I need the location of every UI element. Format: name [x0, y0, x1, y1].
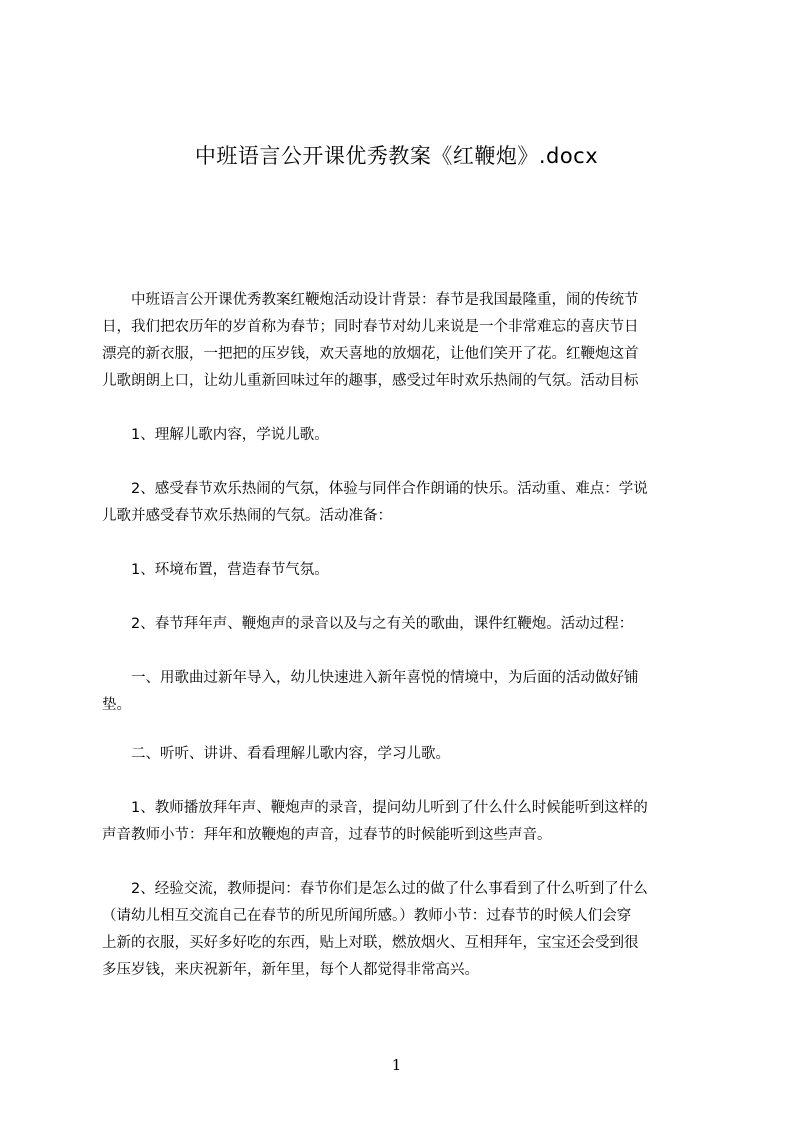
document-title: 中班语言公开课优秀教案《红鞭炮》.docx [194, 144, 599, 168]
paragraph-line: 一、用歌曲过新年导入，幼儿快速进入新年喜悦的情境中，为后面的活动做好铺 [102, 670, 639, 686]
paragraph-goal-2 [102, 476, 714, 530]
paragraph-line: 儿歌朗朗上口，让幼儿重新回味过年的趣事，感受过年时欢乐热闹的气氛。活动目标 [102, 373, 639, 389]
paragraph-prep-1 [102, 557, 714, 584]
paragraph-line: 日，我们把农历年的岁首称为春节；同时春节对幼儿来说是一个非常难忘的喜庆节日 [102, 319, 639, 335]
paragraph-line: 1、教师播放拜年声、鞭炮声的录音，提问幼儿听到了什么什么时候能听到这样的 [102, 800, 648, 816]
paragraph-line: 二、听听、讲讲、看看理解儿歌内容，学习儿歌。 [102, 746, 450, 762]
page-number: 1 [391, 1056, 402, 1074]
paragraph-background [102, 287, 714, 395]
paragraph-line: 2、感受春节欢乐热闹的气氛，体验与同伴合作朗诵的快乐。活动重、难点：学说 [102, 481, 648, 497]
paragraph-line: 1、环境布置，营造春节气氛。 [102, 562, 329, 578]
paragraph-goal-1 [102, 422, 714, 449]
paragraph-line: 儿歌并感受春节欢乐热闹的气氛。活动准备： [102, 508, 392, 524]
paragraph-line: 2、春节拜年声、鞭炮声的录音以及与之有关的歌曲，课件红鞭炮。活动过程： [102, 616, 634, 632]
paragraph-line: 漂亮的新衣服，一把把的压岁钱，欢天喜地的放烟花，让他们笑开了花。红鞭炮这首 [102, 346, 639, 362]
paragraph-line: （请幼儿相互交流自己在春节的所见所闻所感。）教师小节：过春节的时候人们会穿 [102, 908, 632, 924]
paragraph-line: 2、经验交流，教师提问：春节你们是怎么过的做了什么事看到了什么听到了什么 [102, 881, 648, 897]
paragraph-line: 中班语言公开课优秀教案红鞭炮活动设计背景：春节是我国最隆重，闹的传统节 [102, 292, 639, 308]
paragraph-step-2 [102, 741, 714, 768]
paragraph-line: 声音教师小节：拜年和放鞭炮的声音，过春节的时候能听到这些声音。 [102, 827, 552, 843]
paragraph-line: 1、理解儿歌内容，学说儿歌。 [102, 427, 329, 443]
paragraph-line: 垫。 [102, 697, 131, 713]
paragraph-line: 多压岁钱，来庆祝新年，新年里，每个人都觉得非常高兴。 [102, 962, 479, 978]
paragraph-step-2-1 [102, 795, 714, 849]
paragraph-line: 上新的衣服，买好多好吃的东西，贴上对联，燃放烟火、互相拜年，宝宝还会受到很 [102, 935, 639, 951]
paragraph-step-2-2 [102, 876, 714, 984]
paragraph-prep-2 [102, 611, 714, 638]
paragraph-step-1 [102, 665, 714, 719]
